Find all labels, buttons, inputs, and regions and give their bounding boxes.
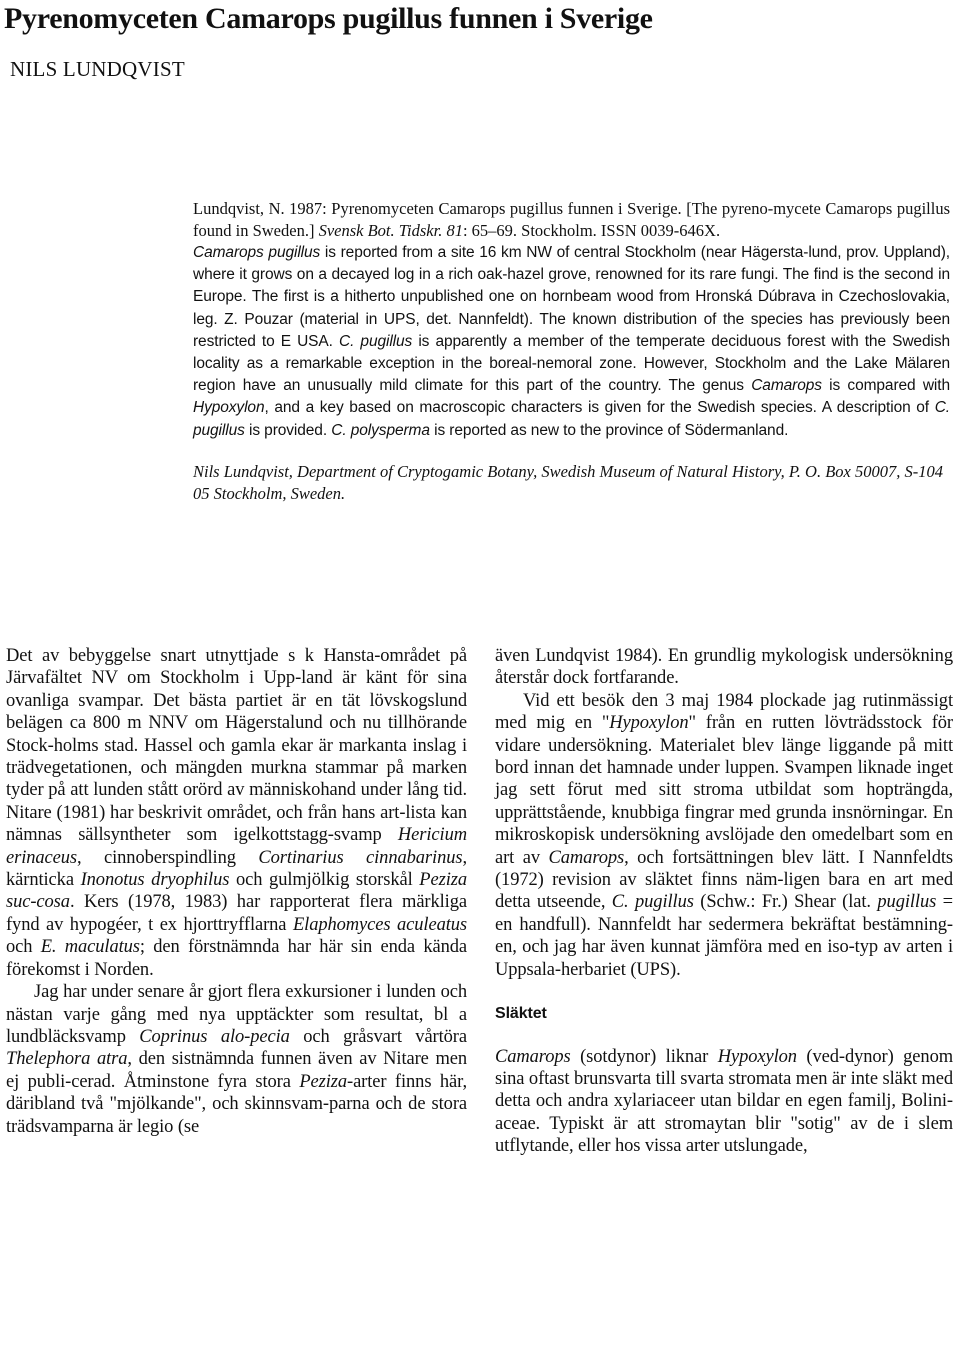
citation-text: Lundqvist, N. 1987: Pyrenomyceten Camarops pugillus funnen i Sverige. [The pyreno-mycete Camarops pugillus found in Sweden.] <box>193 199 950 240</box>
abstract-text: is provided. <box>244 421 332 439</box>
body-text: " från en rutten lövträdsstock för vidare undersökning. Materialet blev länge liggande på mitt bord innan det hamnade under luppen. Svampen liknade inget jag sett förut med sitt stroma utbildat som hopträngda, upprättstående, knubbiga fingrar med grunda insnörningar. En mikroskopisk undersökning avslöjade den omedelbart som en art av <box>495 713 953 868</box>
abstract-text: is compared with <box>821 377 950 395</box>
journal-name: Svensk Bot. Tidskr. 81 <box>318 221 463 240</box>
body-text: , och fortsättningen blev lätt. I Nannfeldts (1972) revision av släktet finns näm-ligen bara en art med detta utseende, <box>495 847 953 913</box>
abstract-text: is apparently a member of the temperate deciduous forest with the Swedish locality as a remarkable exception in the boreal-nemoral zone. However, Stockholm and the Lake Mälaren region have an unusually mild climate for this part of the country. The genus <box>193 332 950 395</box>
citation <box>193 198 950 242</box>
latin-word: pugillus <box>877 892 937 913</box>
paragraph <box>495 690 953 981</box>
body-text: Vid ett besök den 3 maj 1984 plockade jag rutinmässigt med mig en " <box>495 690 953 734</box>
abstract-block <box>193 198 950 505</box>
article-title: Pyrenomyceten Camarops pugillus funnen i Sverige <box>4 2 653 35</box>
species-name: Camarops pugillus <box>193 244 321 261</box>
body-text: och gråsvart vårtöra <box>289 1026 467 1047</box>
species-name: Thelephora atra <box>6 1049 128 1070</box>
genus-name: Camarops <box>751 377 822 395</box>
species-name: C. pugillus <box>611 892 694 913</box>
species-name: C. pugillus <box>339 332 413 350</box>
body-text: Jag har under senare år gjort flera exkursioner i lunden och nästan varje gång med nya upptäckter som resultat, bl a lundbläcksvamp <box>6 982 467 1047</box>
paragraph: även Lundqvist 1984). En grundlig mykologisk undersökning återstår dock fortfarande. <box>495 646 953 689</box>
body-text: = en handfull). Nannfeldt har sedermera bekräftat bestämning-en, och jag har även kunnat jämföra med en iso-typ av arten i Uppsala-herbariet (UPS). <box>495 892 954 980</box>
body-text: ; den förstnämnda har här sin enda kända förekomst i Norden. <box>6 937 467 980</box>
genus-name: Hypoxylon <box>717 1046 797 1067</box>
species-name: Peziza suc-cosa <box>6 870 467 913</box>
body-text: , kärnticka <box>6 847 467 891</box>
body-text: , den sistnämnda funnen även av Nitare men ej publi-cerad. Åtminstone fyra stora <box>6 1049 468 1092</box>
author-affiliation: Nils Lundqvist, Department of Cryptogamic Botany, Swedish Museum of Natural History, P. O. Box 50007, S-104 05 Stockholm, Sweden. <box>193 461 943 503</box>
citation-text: : 65–69. Stockholm. ISSN 0039-646X. <box>462 221 721 240</box>
body-column-left <box>6 645 467 1138</box>
genus-name: Camarops <box>495 1046 571 1067</box>
body-text: (ved-dynor) genom sina oftast brunsvarta till svarta stromata men är inte släkt med detta och andra xylariaceer utan bildar en egen familj, Bolini-aceae. Typiskt är att stromaytan blir "sotig" av de i slem utflytande, eller hos vissa arter utslungade, <box>495 1046 954 1157</box>
abstract-text: is reported from a site 16 km NW of central Stockholm (near Hägersta-lund, prov. Uppland), where it grows on a decayed log in a rich oak-hazel grove, renowned for its rare fungi. The find is the second in Europe. The first is a hitherto unpublished one on hornbeam wood from Hronská Dúbrava in Czechoslovakia, leg. Z. Pouzar (material in UPS, det. Nannfeldt). The known distribution of the species has previously been restricted to E USA. <box>193 244 950 350</box>
body-text: , cinnoberspindling <box>77 847 259 868</box>
abstract-text: , and a key based on macroscopic characters is given for the Swedish species. A description of <box>264 399 935 417</box>
abstract-text: is reported as new to the province of Södermanland. <box>429 421 789 439</box>
species-name: E. maculatus <box>40 937 140 958</box>
species-name: Coprinus alo-pecia <box>139 1026 290 1047</box>
abstract-body <box>193 242 950 442</box>
paragraph <box>495 1046 953 1158</box>
body-text: och <box>6 937 41 958</box>
species-name: Inonotus dryophilus <box>80 870 230 891</box>
body-text: -arter finns här, däribland två "mjölkande", och skinnsvam-parna och de stora trädsvamparna är legio (se <box>6 1071 467 1137</box>
body-column-right <box>495 645 953 1158</box>
body-text: och gulmjölkig storskål <box>229 870 420 891</box>
species-name: C. polysperma <box>331 421 430 439</box>
species-name: Cortinarius cinnabarinus <box>258 847 463 868</box>
body-text: . Kers (1978, 1983) har rapporterat flera märkliga fynd av hypogéer, t ex hjorttryfflarna <box>6 892 467 935</box>
species-name: Elaphomyces aculeatus <box>292 914 468 935</box>
genus-name: Peziza <box>299 1071 348 1092</box>
genus-name: Hypoxylon <box>609 713 689 734</box>
paragraph <box>6 981 467 1138</box>
body-text: (Schw.: Fr.) Shear (lat. <box>693 892 878 913</box>
genus-name: Hypoxylon <box>193 399 265 417</box>
paragraph <box>6 645 467 981</box>
section-heading: Släktet <box>495 1005 547 1023</box>
body-text: Det av bebyggelse snart utnyttjade s k Hansta-området på Järvafältet NV om Stockholm i Upp-land är känt för sina ovanliga svampar. Det bästa partiet är en tät lövskogslund belägen ca 800 m NNV om Hägerstalund och nu tillhörande Stock-holms stad. Hassel och gamla ekar är markanta inslag i trädvegetationen, och mängden murkna stammar på marken tyder på att lunden stått orörd av människohand under lång tid. Nitare (1981) har beskrivit området, och från hans art-lista kan nämnas sällsyntheter som igelkottstagg-svamp <box>6 646 467 846</box>
genus-name: Camarops <box>548 847 625 868</box>
species-name: Hericium erinaceus <box>6 825 467 868</box>
author-name: NILS LUNDQVIST <box>10 57 185 81</box>
species-name: C. pugillus <box>193 399 950 439</box>
body-text: (sotdynor) liknar <box>570 1046 718 1067</box>
